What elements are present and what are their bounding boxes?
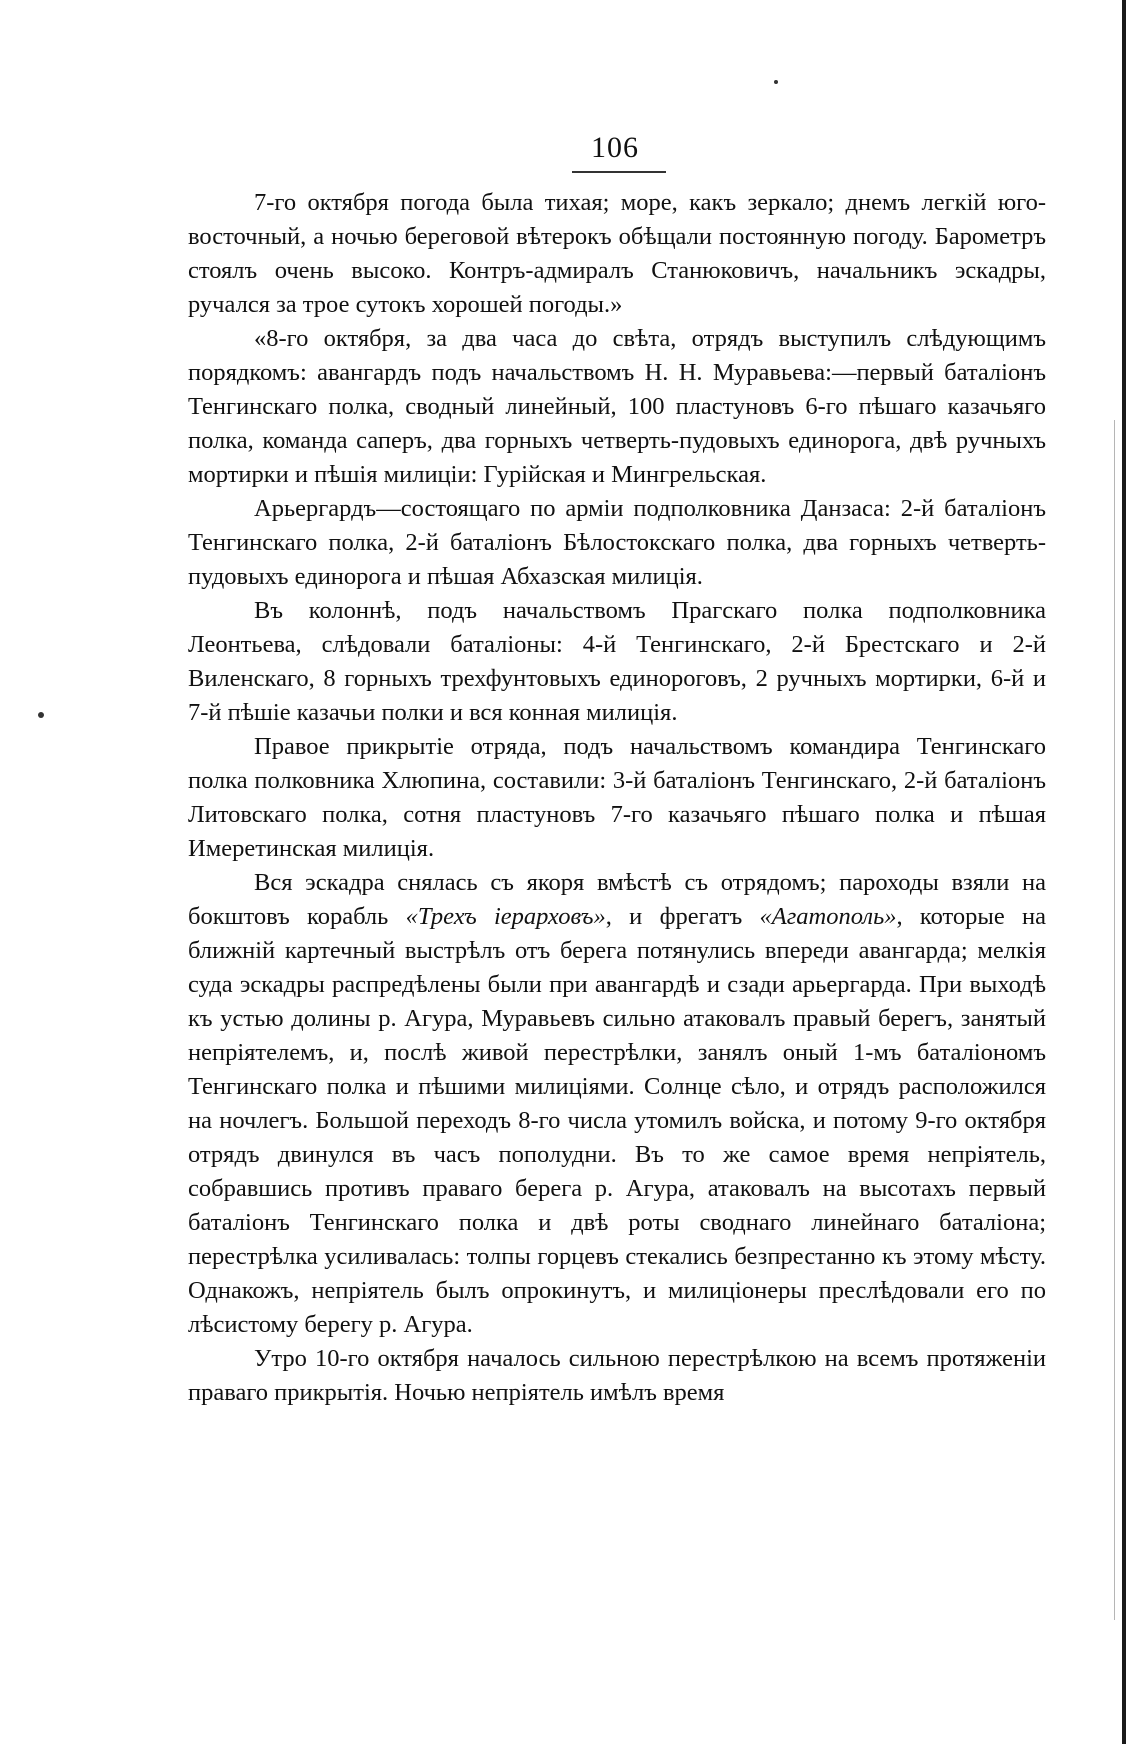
scan-speck [774,80,778,84]
page-number: 106 [591,131,639,164]
paragraph-6-rest: , которые на ближній картечный выстрѣлъ отъ берега потянулись впереди авангарда; мелкія суда эскадры распредѣлены были при авангардѣ и сзади арьергарда. При выходѣ къ устью долины р. Агура, Муравьевъ сильно атаковалъ правый берегъ, занятый непріятелемъ, и, послѣ живой перестрѣлки, занялъ оный 1-мъ баталіономъ Тенгинскаго полка и пѣшими милиціями. Солнце сѣло, и отрядъ расположился на ночлегъ. Большой переходъ 8-го числа утомилъ войска, и потому 9-го октября отрядъ двинулся въ часъ пополудни. Въ то же самое время непріятель, собравшись противъ праваго берега р. Агура, атаковалъ на высотахъ первый баталіонъ Тенгинскаго полка и двѣ роты своднаго линейнаго баталіона; перестрѣлка усиливалась: толпы горцевъ стекались безпрестанно къ этому мѣсту. Однакожъ, непріятель былъ опрокинутъ, и милиціонеры преслѣдовали его по лѣсистому берегу р. Агура. [188,903,1046,1338]
scan-edge-thin-line [1114,420,1115,1620]
scan-speck [38,712,44,718]
paragraph-4: Въ колоннѣ, подъ начальствомъ Прагскаго полка подполковника Леонтьева, слѣдовали баталіоны: 4-й Тенгинскаго, 2-й Брестскаго и 2-й Виленскаго, 8 горныхъ трехфунтовыхъ единороговъ, 2 ручныхъ мортирки, 6-й и 7-й пѣшіе казачьи полки и вся конная милиція. [188,597,1046,726]
paragraph-5: Правое прикрытіе отряда, подъ начальствомъ командира Тенгинскаго полка полковника Хлюпина, составили: 3-й баталіонъ Тенгинскаго, 2-й баталіонъ Литовскаго полка, сотня пластуновъ 7-го казачьяго пѣшаго полка и пѣшая Имеретинская милиція. [188,733,1046,862]
ship-name-trekh-ierarkhov: «Трехъ іерарховъ» [405,903,606,930]
ship-name-agatopol: «Агатополь» [759,903,897,930]
page-number-rule [572,171,666,173]
paragraph-3: Арьергардъ—состоящаго по арміи подполковника Данзаса: 2-й баталіонъ Тенгинскаго полка, 2-й баталіонъ Бѣлостокскаго полка, два горныхъ четверть-пудовыхъ единорога и пѣшая Абхазская милиція. [188,495,1046,590]
body-text [188,186,1046,1410]
paragraph-6 [188,866,1046,1342]
scan-edge-line [1122,0,1126,1744]
paragraph-7: Утро 10-го октября началось сильною перестрѣлкою на всемъ протяженіи праваго прикрытія. Ночью непріятель имѣлъ время [188,1345,1046,1406]
paragraph-2: «8-го октября, за два часа до свѣта, отрядъ выступилъ слѣдующимъ порядкомъ: авангардъ подъ начальствомъ Н. Н. Муравьева:—первый баталіонъ Тенгинскаго полка, сводный линейный, 100 пластуновъ 6-го пѣшаго казачьяго полка, команда саперъ, два горныхъ четверть-пудовыхъ единорога, двѣ ручныхъ мортирки и пѣшія милиціи: Гурійская и Мингрельская. [188,325,1046,488]
paragraph-6-joiner: , и фрегатъ [605,903,760,930]
paragraph-6-lead: Вся эскадра снялась съ якоря вмѣстѣ съ отрядомъ; пароходы взяли на бокштовъ корабль [188,869,1046,930]
paragraph-1: 7-го октября погода была тихая; море, какъ зеркало; днемъ легкій юго-восточный, а ночью береговой вѣтерокъ обѣщали постоянную погоду. Барометръ стоялъ очень высоко. Контръ-адмиралъ Станюковичъ, начальникъ эскадры, ручался за трое сутокъ хорошей погоды.» [188,189,1046,318]
